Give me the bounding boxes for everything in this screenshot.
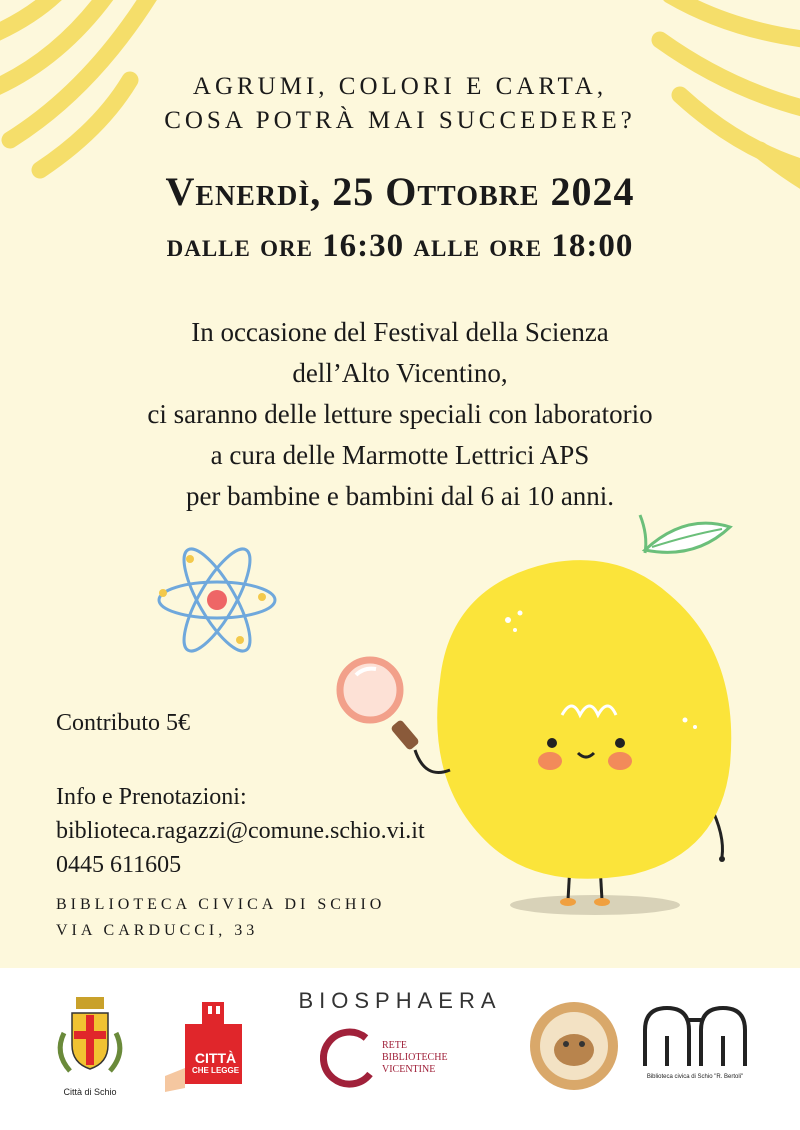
contact-phone[interactable]: 0445 611605 (56, 852, 182, 878)
citta-text: CITTÀ (194, 1050, 237, 1066)
tagline (0, 70, 800, 138)
contribution-fee: Contributo 5€ (56, 710, 191, 736)
biosphaera-logo (290, 988, 510, 1014)
description-line: per bambine e bambini dal 6 ai 10 anni. (185, 481, 615, 511)
rete-line-3: VICENTINE (382, 1064, 436, 1075)
book-tower-icon (160, 996, 255, 1096)
contact-email[interactable]: biblioteca.ragazzi@comune.schio.vi.it (56, 818, 425, 844)
description-line: In occasione del Festival della Scienza (191, 317, 609, 347)
venue-address (56, 892, 385, 944)
contact-info (56, 780, 425, 882)
citta-che-legge-logo (160, 996, 255, 1096)
rete-line-1: RETE (382, 1040, 407, 1051)
biosphaera-text: BIOSPHAERA (298, 988, 502, 1013)
rete-biblioteche-logo (320, 1026, 490, 1096)
venue-street: VIA CARDUCCI, 33 (56, 922, 259, 939)
description-line: ci saranno delle letture speciali con laboratorio (147, 399, 653, 429)
che-legge-text: CHE LEGGE (191, 1066, 240, 1075)
bertoli-text: Biblioteca civica di Schio "R. Bertoli" (646, 1074, 744, 1080)
event-date: Venerdì, 25 Ottobre 2024 (165, 169, 635, 214)
description-line: dell’Alto Vicentino, (292, 358, 508, 388)
schio-logo-text: Città di Schio (63, 1087, 117, 1097)
rete-line-2: BIBLIOTECHE (382, 1052, 448, 1063)
rete-ring-icon (320, 1026, 380, 1090)
venue-name: BIBLIOTECA CIVICA DI SCHIO (56, 896, 386, 913)
biblioteca-bertoli-logo (635, 1000, 755, 1080)
citta-di-schio-logo (50, 993, 130, 1097)
schio-crest-icon (50, 993, 130, 1083)
tagline-line-2: COSA POTRÀ MAI SUCCEDERE? (164, 107, 636, 134)
event-description (0, 312, 800, 517)
sponsor-footer (0, 968, 800, 1130)
event-time: dalle ore 16:30 alle ore 18:00 (166, 228, 634, 264)
atom-icon (155, 545, 280, 655)
arches-icon (635, 1000, 755, 1070)
tagline-line-1: AGRUMI, COLORI E CARTA, (192, 73, 608, 100)
contact-title: Info e Prenotazioni: (56, 784, 247, 810)
description-line: a cura delle Marmotte Lettrici APS (210, 440, 590, 470)
marmotte-lettrici-seal-icon (528, 1000, 620, 1092)
